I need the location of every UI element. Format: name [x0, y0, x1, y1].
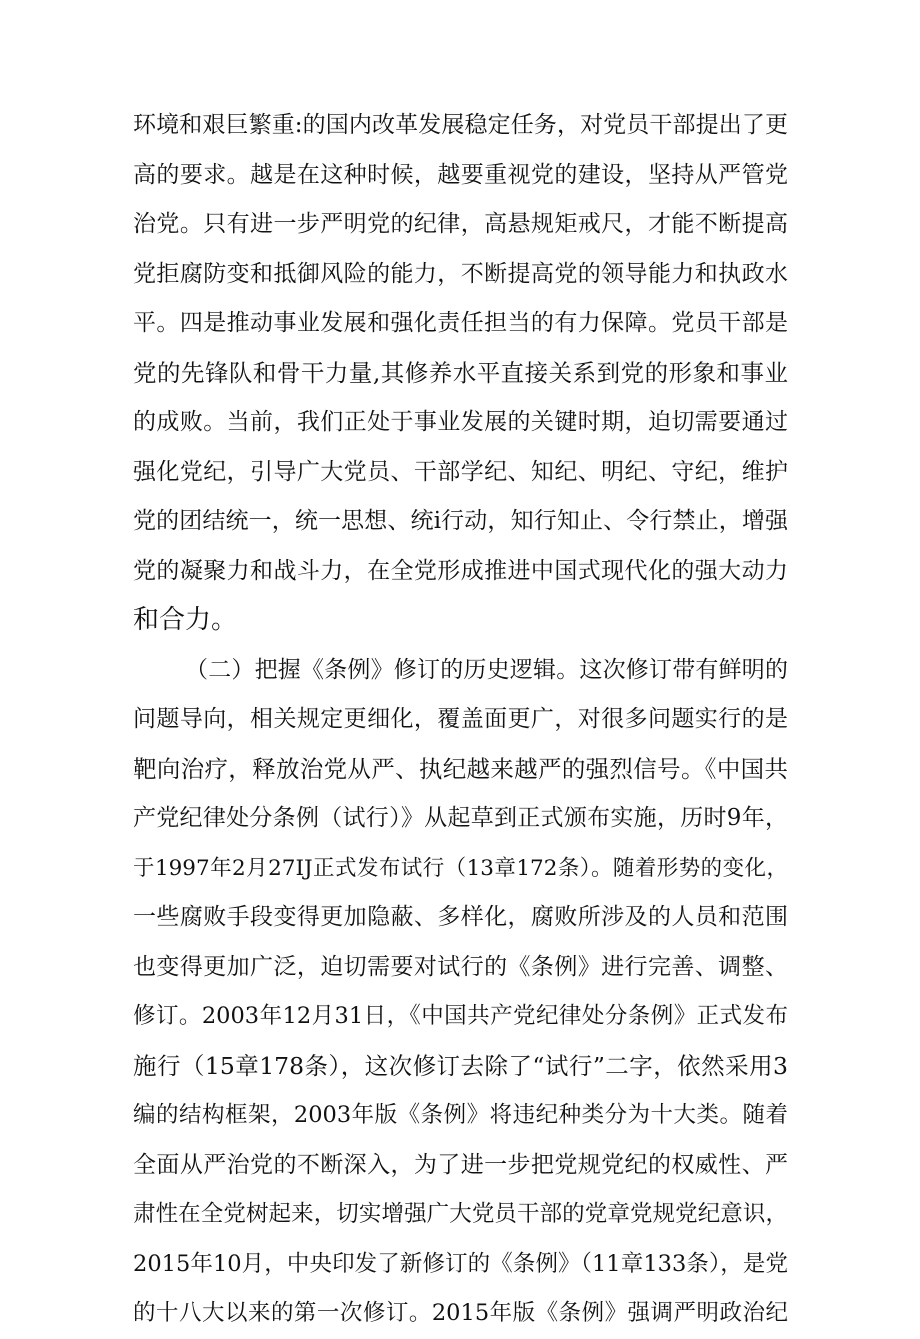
- text-line: 编的结构框架，2003年版《条例》将违纪种类分为十大类。随着: [133, 1102, 788, 1128]
- text-line: 产党纪律处分条例（试行）》从起草到正式颁布实施，历时9年，: [133, 805, 788, 831]
- text-line: 党拒腐防变和抵御风险的能力，不断提高党的领导能力和执政水: [133, 260, 788, 287]
- document-body-text: [133, 101, 788, 1339]
- text-line: 平。四是推动事业发展和强化责任担当的有力保障。党员干部是: [133, 310, 788, 336]
- text-line: 的十八大以来的第一次修订。2015年版《条例》强调严明政治纪: [133, 1300, 788, 1326]
- text-line: 党的先锋队和骨干力量,其修养水平直接关系到党的形象和事业: [133, 358, 788, 387]
- text-line: 的成败。当前，我们正处于事业发展的关键时期，迫切需要通过: [133, 409, 788, 435]
- text-line: 肃性在全党树起来，切实增强广大党员干部的党章党规党纪意识，: [133, 1201, 788, 1227]
- text-line: 治党。只有进一步严明党的纪律，高悬规矩戒尺，才能不断提高: [133, 211, 788, 237]
- section-heading-line: （二）把握《条例》修订的历史逻辑。这次修订带有鲜明的: [185, 656, 788, 683]
- text-line: 全面从严治党的不断深入，为了进一步把党规党纪的权威性、严: [133, 1151, 788, 1178]
- text-line: 强化党纪，引导广大党员、干部学纪、知纪、明纪、守纪，维护: [133, 458, 788, 485]
- text-line: 也变得更加广泛，迫切需要对试行的《条例》进行完善、调整、: [133, 953, 788, 980]
- text-line: 环境和艰巨繁重:的国内改革发展稳定任务，对党员干部提出了更: [133, 112, 788, 138]
- text-line: 2015年10月，中央印发了新修订的《条例》（11章133条），是党: [133, 1250, 788, 1277]
- text-line: 问题导向，相关规定更细化，覆盖面更广，对很多问题实行的是: [133, 706, 788, 732]
- text-line: 修订。2003年12月31日，《中国共产党纪律处分条例》正式发布: [133, 1003, 788, 1029]
- text-line: 一些腐败手段变得更加隐蔽、多样化，腐败所涉及的人员和范围: [133, 904, 788, 930]
- text-line: 党的团结统一，统一思想、统i行动，知行知止、令行禁止，增强: [133, 508, 788, 534]
- text-line: 施行（15章178条），这次修订去除了“试行”二字，依然采用3: [133, 1051, 788, 1080]
- text-line: 靶向治疗，释放治党从严、执纪越来越严的强烈信号。《中国共: [133, 754, 788, 783]
- text-line: 党的凝聚力和战斗力，在全党形成推进中国式现代化的强大动力: [133, 557, 788, 584]
- text-line: 高的要求。越是在这种时候，越要重视党的建设，坚持从严管党: [133, 161, 788, 188]
- text-line: 于1997年2月27IJ正式发布试行（13章172条）。随着形势的变化，: [133, 855, 788, 881]
- text-line: 和合力。: [133, 605, 238, 635]
